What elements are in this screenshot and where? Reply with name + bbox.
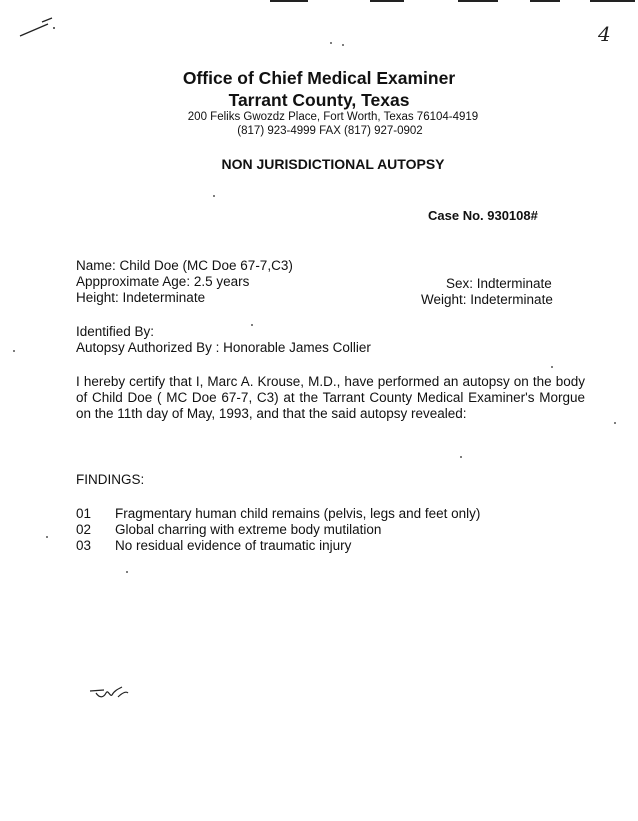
scan-top-edge-marks: [230, 0, 638, 3]
finding-item: [76, 506, 480, 521]
finding-number: 03: [76, 538, 92, 553]
office-title: Office of Chief Medical Examiner: [182, 68, 456, 88]
page-number: 4: [598, 22, 611, 46]
office-phone-fax: (817) 923-4999 FAX (817) 927-0902: [237, 125, 423, 137]
handwritten-corner-mark: [18, 14, 58, 40]
scan-speck: [126, 571, 128, 573]
document-type-heading: NON JURISDICTIONAL AUTOPSY: [221, 156, 445, 172]
identified-by: Identified By:: [76, 324, 155, 339]
handwritten-initials: [88, 683, 132, 705]
case-number: Case No. 930108#: [428, 208, 538, 223]
subject-height: Height: Indeterminate: [76, 290, 206, 305]
finding-item: [76, 538, 351, 553]
scan-speck: [614, 422, 616, 424]
office-address: 200 Feliks Gwozdz Place, Fort Worth, Texas 76104-4919: [187, 111, 479, 123]
scan-speck: [551, 366, 553, 368]
scan-speck: [46, 536, 48, 538]
subject-age: Appproximate Age: 2.5 years: [76, 274, 250, 289]
finding-text: Fragmentary human child remains (pelvis, legs and feet only): [115, 506, 481, 521]
subject-sex: Sex: Indterminate: [446, 276, 552, 291]
findings-heading: FINDINGS:: [76, 472, 145, 487]
finding-text: No residual evidence of traumatic injury: [115, 538, 352, 553]
authorized-by: Autopsy Authorized By : Honorable James Collier: [76, 340, 371, 355]
scan-speck: [460, 456, 462, 458]
finding-text: Global charring with extreme body mutilation: [115, 522, 382, 537]
scan-speck: [330, 42, 332, 44]
county-title: Tarrant County, Texas: [228, 90, 410, 110]
certification-paragraph: I hereby certify that I, Marc A. Krouse, M.D., have performed an autopsy on the body of Child Doe ( MC Doe 67-7, C3) at the Tarrant County Medical Examiner's Morgue on the 11th day of May, 1993, and that the said autopsy revealed:: [76, 374, 585, 421]
finding-number: 01: [76, 506, 92, 521]
subject-name: Name: Child Doe (MC Doe 67-7,C3): [76, 258, 293, 273]
finding-item: [76, 522, 381, 537]
subject-weight: Weight: Indeterminate: [421, 292, 553, 307]
scan-speck: [251, 324, 253, 326]
finding-number: 02: [76, 522, 92, 537]
scan-speck: [342, 44, 344, 46]
scan-speck: [213, 195, 215, 197]
scan-speck: [13, 350, 15, 352]
